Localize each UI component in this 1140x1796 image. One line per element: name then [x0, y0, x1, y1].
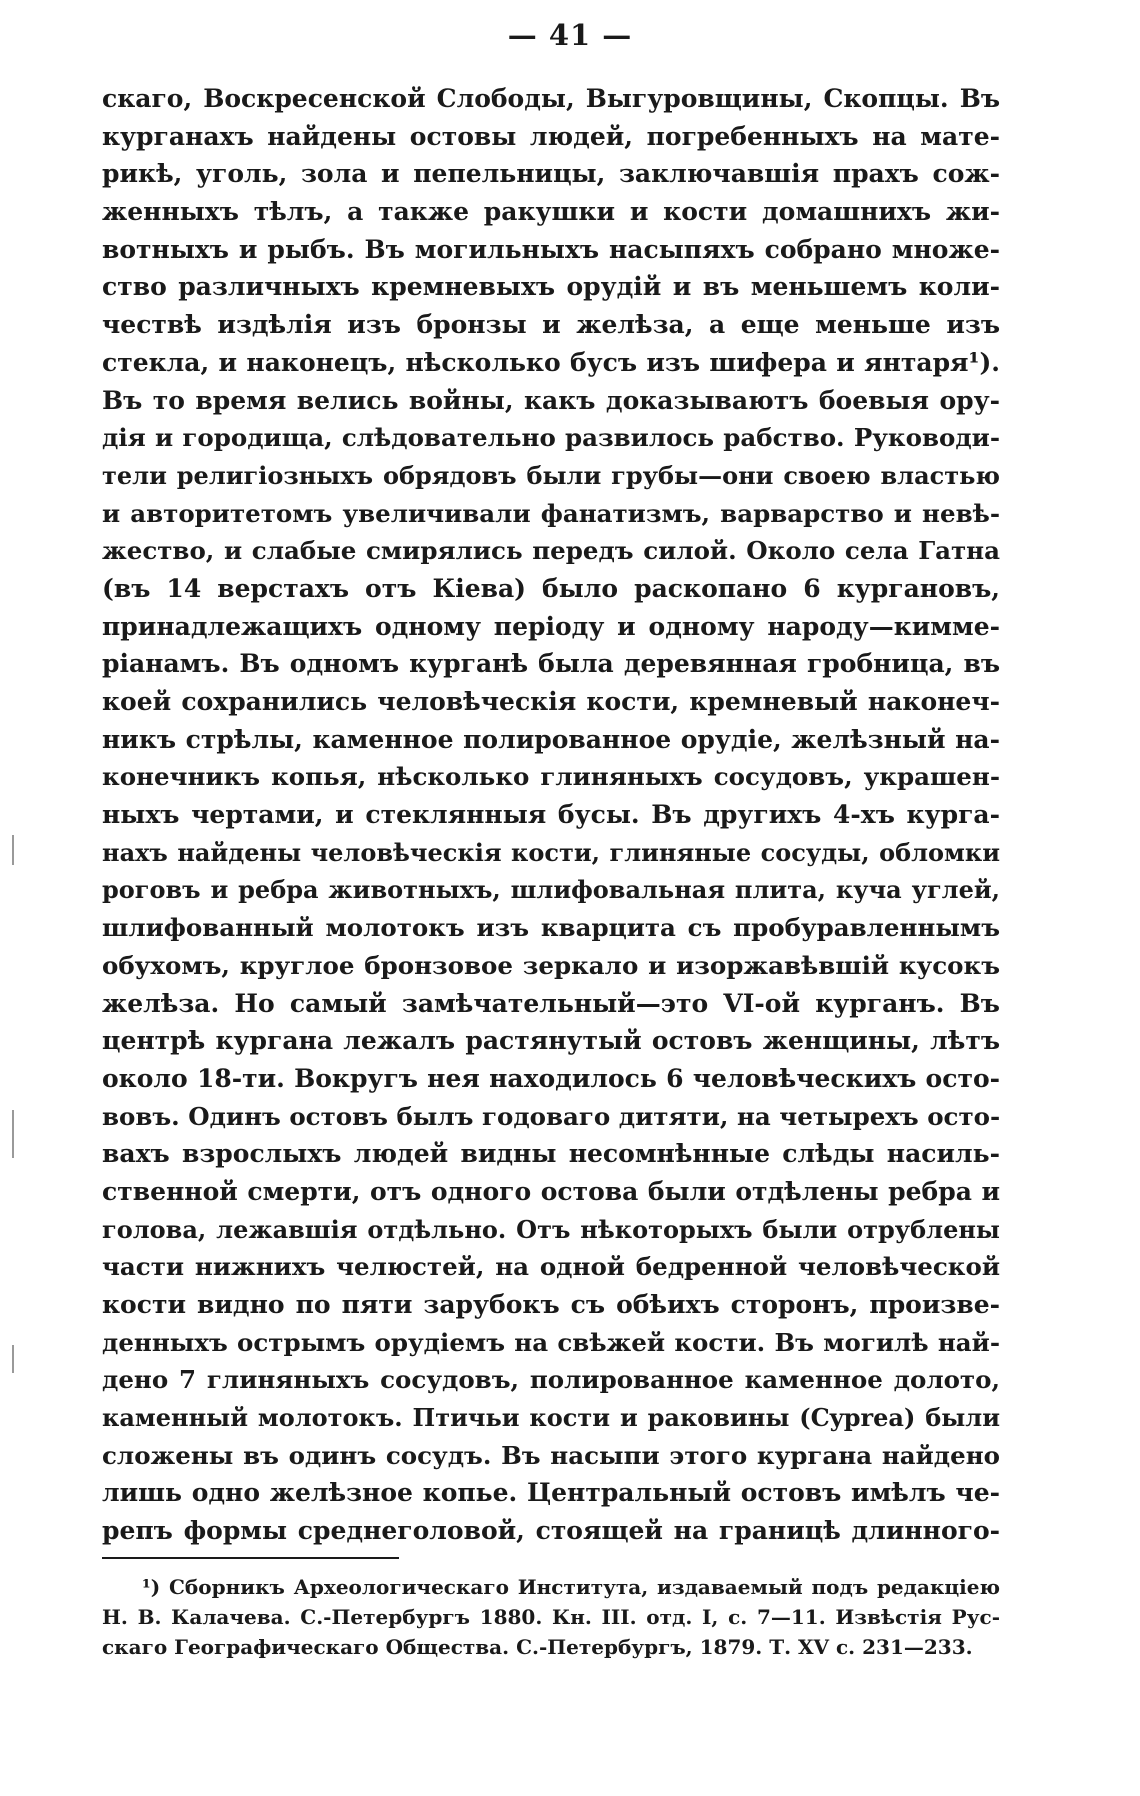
text-line: и авторитетомъ увеличивали фанатизмъ, варварство и невѣ-: [102, 498, 1000, 528]
text-line: ство различныхъ кремневыхъ орудій и въ меньшемъ коли-: [102, 272, 1000, 302]
text-line: коей сохранились человѣческія кости, кремневый наконеч-: [102, 687, 1000, 716]
footnote-divider: [102, 1557, 399, 1559]
footnote-line: скаго Географическаго Общества. С.-Петербургъ, 1879. Т. XV с. 231—233.: [102, 1635, 973, 1659]
text-line: центрѣ кургана лежалъ растянутый остовъ женщины, лѣтъ: [102, 1026, 1000, 1056]
text-line: конечникъ копья, нѣсколько глиняныхъ сосудовъ, украшен-: [102, 762, 1000, 792]
text-line: Въ то время велись войны, какъ доказываютъ боевыя ору-: [102, 385, 1000, 415]
text-line: рикѣ, уголь, зола и пепельницы, заключавшія прахъ сож-: [102, 159, 1000, 189]
page-number: — 41 —: [507, 18, 633, 52]
text-line: ныхъ чертами, и стеклянныя бусы. Въ другихъ 4-хъ курга-: [102, 800, 1000, 830]
text-line: никъ стрѣлы, каменное полированное орудіе, желѣзный на-: [102, 724, 1000, 754]
text-line: денныхъ острымъ орудіемъ на свѣжей кости. Въ могилѣ най-: [102, 1327, 1000, 1357]
text-line: тели религіозныхъ обрядовъ были грубы—они своею властью: [102, 460, 1000, 490]
main-text: [102, 80, 1000, 1550]
text-line: стекла, и наконецъ, нѣсколько бусъ изъ шифера и янтаря¹).: [102, 347, 1000, 377]
text-line: женныхъ тѣлъ, а также ракушки и кости домашнихъ жи-: [102, 197, 1000, 227]
text-line: каменный молотокъ. Птичьи кости и раковины (Cyprea) были: [102, 1403, 1000, 1433]
margin-scan-mark: [12, 1110, 14, 1158]
text-line: вотныхъ и рыбъ. Въ могильныхъ насыпяхъ собрано множе-: [102, 234, 1000, 264]
text-line: (въ 14 верстахъ отъ Кіева) было раскопано 6 кургановъ,: [102, 573, 1000, 603]
text-line: кости видно по пяти зарубокъ съ обѣихъ сторонъ, произве-: [102, 1290, 1000, 1319]
text-line: курганахъ найдены остовы людей, погребенныхъ на мате-: [102, 121, 1000, 151]
text-line: жество, и слабые смирялись передъ силой. Около села Гатна: [102, 536, 1000, 566]
footnote-line: ¹) Сборникъ Археологическаго Института, издаваемый подъ редакціею: [142, 1575, 1000, 1599]
text-line: сложены въ одинъ сосудъ. Въ насыпи этого кургана найдено: [102, 1440, 1000, 1470]
text-line: ственной смерти, отъ одного остова были отдѣлены ребра и: [102, 1176, 1000, 1206]
text-line: ріанамъ. Въ одномъ курганѣ была деревянная гробница, въ: [102, 649, 1000, 679]
text-line: скаго, Воскресенской Слободы, Выгуровщины, Скопцы. Въ: [102, 84, 1000, 113]
text-line: желѣза. Но самый замѣчательный—это VI-ой курганъ. Въ: [102, 988, 1000, 1018]
text-line: части нижнихъ челюстей, на одной бедренной человѣческой: [102, 1252, 1000, 1282]
margin-scan-mark: [12, 1345, 14, 1373]
text-line: около 18-ти. Вокругъ нея находилось 6 человѣческихъ осто-: [102, 1063, 1000, 1093]
text-line: роговъ и ребра животныхъ, шлифовальная плита, куча углей,: [102, 875, 1000, 905]
text-line: вахъ взрослыхъ людей видны несомнѣнные слѣды насиль-: [102, 1139, 1000, 1169]
text-line: дено 7 глиняныхъ сосудовъ, полированное каменное долото,: [102, 1365, 1000, 1395]
text-line: вовъ. Одинъ остовъ былъ годоваго дитяти, на четырехъ осто-: [102, 1101, 1001, 1131]
text-line: чествѣ издѣлія изъ бронзы и желѣза, а еще меньше изъ: [102, 310, 1000, 340]
text-line: дія и городища, слѣдовательно развилось рабство. Руководи-: [102, 423, 1000, 453]
text-line: шлифованный молотокъ изъ кварцита съ пробуравленнымъ: [102, 913, 1000, 943]
footnotes: [102, 1572, 1000, 1662]
text-line: нахъ найдены человѣческія кости, глиняные сосуды, обломки: [102, 837, 1000, 867]
margin-scan-mark: [12, 835, 14, 865]
text-line: лишь одно желѣзное копье. Центральный остовъ имѣлъ че-: [102, 1478, 1000, 1508]
text-line: обухомъ, круглое бронзовое зеркало и изоржавѣвшій кусокъ: [102, 950, 1000, 980]
text-line: репъ формы среднеголовой, стоящей на границѣ длинного-: [102, 1516, 1000, 1546]
text-line: принадлежащихъ одному періоду и одному народу—киммe-: [102, 611, 1000, 641]
footnote-line: Н. В. Калачева. С.-Петербургъ 1880. Кн. III. отд. I, с. 7—11. Извѣстія Рус-: [102, 1605, 1000, 1629]
text-line: голова, лежавшія отдѣльно. Отъ нѣкоторыхъ были отрублены: [102, 1214, 1000, 1244]
